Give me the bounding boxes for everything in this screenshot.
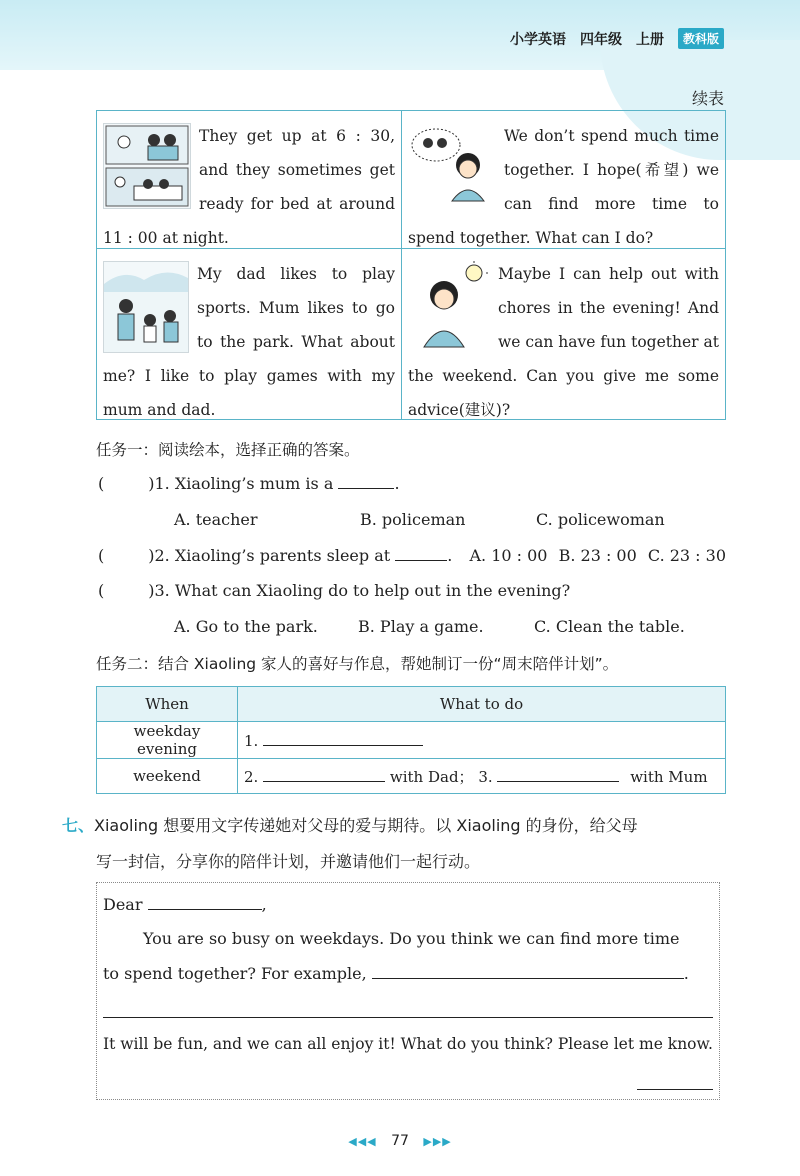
letter-line-2-text: to spend together? For example, <box>103 964 367 983</box>
q3-option-b: B. Play a game. <box>358 617 484 636</box>
answer-paren-close: ) <box>148 474 155 493</box>
plan-header-row <box>97 687 726 722</box>
question-3-options <box>174 617 685 636</box>
girl-thinking-picture <box>408 123 496 203</box>
task1-title: 任务一：阅读绘本，选择正确的答案。 <box>96 441 360 459</box>
row-weekend-label: weekend <box>97 759 238 794</box>
letter-line-1: You are so busy on weekdays. Do you think we can find more time <box>143 929 680 948</box>
q1-option-b: B. policeman <box>360 510 466 529</box>
story-cell-2 <box>402 111 725 249</box>
q2-option-c: C. 23 : 30 <box>647 546 727 565</box>
story-text-4: Maybe I can help out with chores in the evening! And we can have fun together at the weekend. Can you give me some advice(建议)? <box>408 265 719 419</box>
q2-option-b: B. 23 : 00 <box>558 546 637 565</box>
task2-title: 任务二：结合 Xiaoling 家人的喜好与作息，帮她制订一份“周末陪伴计划”。 <box>96 655 619 673</box>
row-weekend-answer <box>238 759 726 794</box>
edition-badge: 教科版 <box>678 28 724 49</box>
answer-paren-close: ) <box>148 546 155 565</box>
weekday-plan-blank[interactable] <box>263 731 423 746</box>
example-blank[interactable] <box>372 964 684 979</box>
family-park-picture <box>103 261 189 353</box>
with-mum-text: with Mum <box>630 767 708 786</box>
story-cell-3 <box>97 249 402 419</box>
continued-label: 续表 <box>691 89 724 108</box>
item-number-1: 1. <box>244 731 259 750</box>
story-cell-4 <box>402 249 725 419</box>
q1-option-a: A. teacher <box>174 510 258 529</box>
page-number: 77 <box>391 1133 409 1149</box>
family-sleeping-picture <box>103 123 191 209</box>
letter-box <box>96 882 720 1100</box>
q3-option-c: C. Clean the table. <box>534 617 685 636</box>
section-7-line-2: 写一封信，分享你的陪伴计划，并邀请他们一起行动。 <box>96 852 481 871</box>
question-2-stem: 2. Xiaoling’s parents sleep at <box>154 546 391 565</box>
letter-greeting <box>103 895 267 914</box>
q2-option-a: A. 10 : 00 <box>469 546 548 565</box>
question-2-blank[interactable] <box>395 546 447 561</box>
left-arrows-icon: ◀◀◀ <box>348 1135 377 1148</box>
subject-label: 小学英语 <box>509 31 566 48</box>
item-number-2: 2. <box>244 767 259 786</box>
story-text-2: We don’t spend much time together. I hope(希望) we can find more time to spend together. What can I do? <box>408 127 719 247</box>
q3-option-a: A. Go to the park. <box>174 617 318 636</box>
weekend-mum-blank[interactable] <box>497 767 619 782</box>
answer-paren-open: ( <box>98 474 105 493</box>
weekend-dad-blank[interactable] <box>263 767 385 782</box>
col-when-header: When <box>97 687 238 722</box>
question-1 <box>98 474 400 493</box>
section-7-number: 七、 <box>62 816 95 835</box>
col-what-header: What to do <box>238 687 726 722</box>
right-arrows-icon: ▶▶▶ <box>423 1135 452 1148</box>
volume-label: 上册 <box>635 31 664 48</box>
writing-line[interactable] <box>103 1017 713 1018</box>
story-text-1: They get up at 6 : 30, and they sometimes get ready for bed at around 11 : 00 at night. <box>103 127 395 247</box>
question-1-period: . <box>394 474 400 493</box>
item-number-3: 3. <box>478 767 493 786</box>
letter-line-2 <box>103 964 689 983</box>
plan-row-weekend <box>97 759 726 794</box>
recipient-blank[interactable] <box>148 895 262 910</box>
grade-label: 四年级 <box>579 31 622 48</box>
page-footer <box>0 1133 800 1149</box>
page-header <box>510 28 724 49</box>
answer-paren-open: ( <box>98 546 105 565</box>
letter-line-3: It will be fun, and we can all enjoy it! What do you think? Please let me know. <box>103 1035 713 1053</box>
story-cell-1 <box>97 111 402 249</box>
plan-table <box>96 686 726 794</box>
with-dad-text: with Dad； <box>389 767 474 786</box>
question-3 <box>98 581 570 600</box>
question-3-stem: 3. What can Xiaoling do to help out in the evening? <box>154 581 571 600</box>
question-2 <box>98 546 726 565</box>
letter-line-2-period: . <box>683 964 689 983</box>
question-1-blank[interactable] <box>338 474 394 489</box>
q1-option-c: C. policewoman <box>536 510 665 529</box>
dear-text: Dear <box>103 895 143 914</box>
girl-idea-picture <box>408 261 490 349</box>
answer-paren-close: ) <box>148 581 155 600</box>
story-table <box>96 110 726 420</box>
section-7-line-1: Xiaoling 想要用文字传递她对父母的爱与期待。以 Xiaoling 的身份，给父母 <box>94 816 638 835</box>
signature-blank[interactable] <box>637 1089 713 1090</box>
story-text-3: My dad likes to play sports. Mum likes to go to the park. What about me? I like to play games with my mum and dad. <box>103 265 395 419</box>
question-2-period: . <box>447 546 453 565</box>
question-1-options <box>174 510 665 529</box>
row-weekday-answer <box>238 722 726 759</box>
section-7-prompt <box>62 808 742 880</box>
answer-paren-open: ( <box>98 581 105 600</box>
row-weekday-label: weekday evening <box>97 722 238 759</box>
question-1-stem: 1. Xiaoling’s mum is a <box>154 474 334 493</box>
greeting-comma: , <box>261 895 267 914</box>
plan-row-weekday <box>97 722 726 759</box>
